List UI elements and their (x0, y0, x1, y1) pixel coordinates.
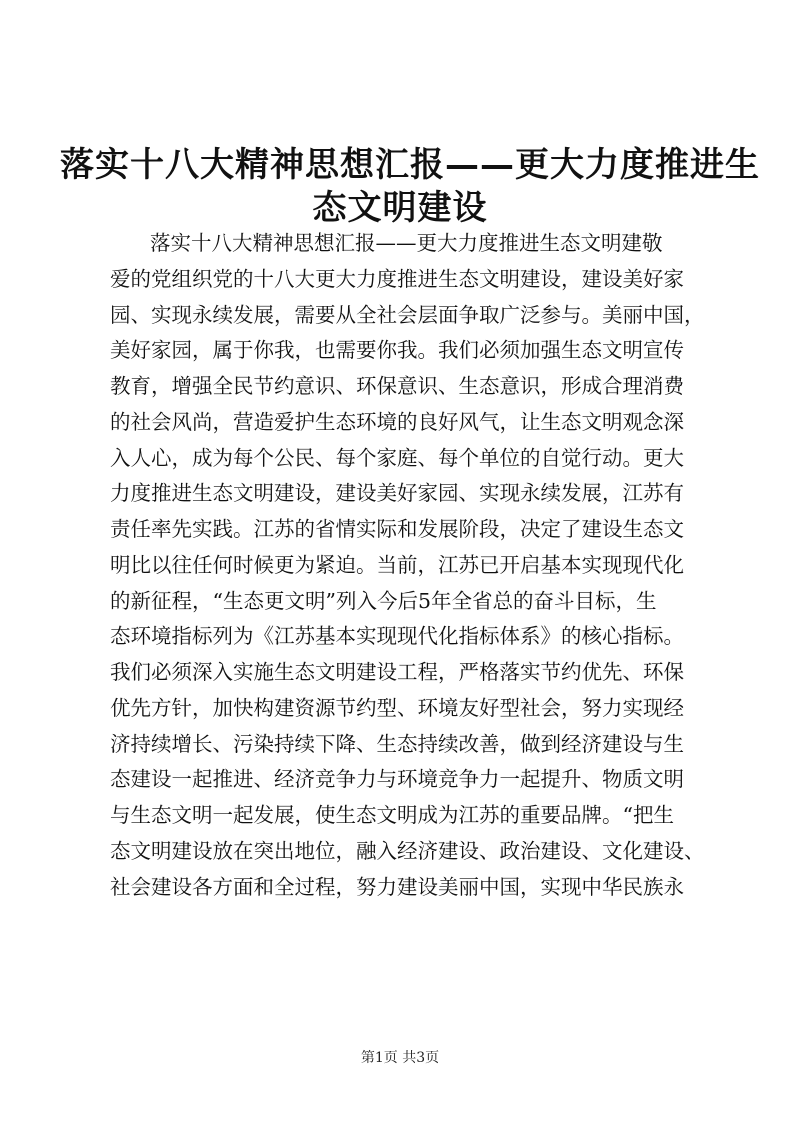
paragraph-line: 的新征程，“生态更文明”列入今后5年全省总的奋斗目标，生 (110, 588, 657, 613)
paragraph-line: 态建设一起推进、经济竞争力与环境竞争力一起提升、物质文明 (110, 767, 684, 792)
paragraph-line: 入人心，成为每个公民、每个家庭、每个单位的自觉行动。更大 (110, 445, 684, 470)
document-title-line-1: 落实十八大精神思想汇报——更大力度推进生 (60, 145, 760, 185)
paragraph-line: 我们必须深入实施生态文明建设工程，严格落实节约优先、环保 (110, 660, 684, 684)
paragraph-line: 力度推进生态文明建设，建设美好家园、实现永续发展，江苏有 (110, 481, 684, 506)
document-body (110, 226, 710, 905)
paragraph-line: 教育，增强全民节约意识、环保意识、生态意识，形成合理消费 (110, 374, 684, 398)
paragraph-line: 园、实现永续发展，需要从全社会层面争取广泛参与。美丽中国， (110, 302, 705, 327)
document-title-line-2: 态文明建设 (312, 188, 488, 228)
page-footer: 第1页 共3页 (360, 1050, 440, 1066)
paragraph-line: 落实十八大精神思想汇报——更大力度推进生态文明建敬 (150, 231, 663, 255)
paragraph-line: 的社会风尚，营造爱护生态环境的良好风气，让生态文明观念深 (110, 409, 684, 434)
paragraph-line: 态环境指标列为《江苏基本实现现代化指标体系》的核心指标。 (110, 624, 684, 649)
paragraph-line: 社会建设各方面和全过程，努力建设美丽中国，实现中华民族永 (110, 874, 684, 899)
paragraph-line: 爱的党组织党的十八大更大力度推进生态文明建设，建设美好家 (110, 266, 684, 291)
paragraph-line: 济持续增长、污染持续下降、生态持续改善，做到经济建设与生 (110, 731, 684, 756)
paragraph-line: 责任率先实践。江苏的省情实际和发展阶段，决定了建设生态文 (110, 517, 684, 541)
paragraph-line: 明比以往任何时候更为紧迫。当前，江苏已开启基本实现现代化 (110, 552, 684, 577)
paragraph-line: 优先方针，加快构建资源节约型、环境友好型社会，努力实现经 (110, 695, 684, 720)
paragraph-line: 态文明建设放在突出地位，融入经济建设、政治建设、文化建设、 (110, 838, 705, 863)
paragraph-line: 与生态文明一起发展，使生态文明成为江苏的重要品牌。“把生 (110, 803, 674, 827)
paragraph-line: 美好家园，属于你我，也需要你我。我们必须加强生态文明宣传 (110, 338, 684, 363)
